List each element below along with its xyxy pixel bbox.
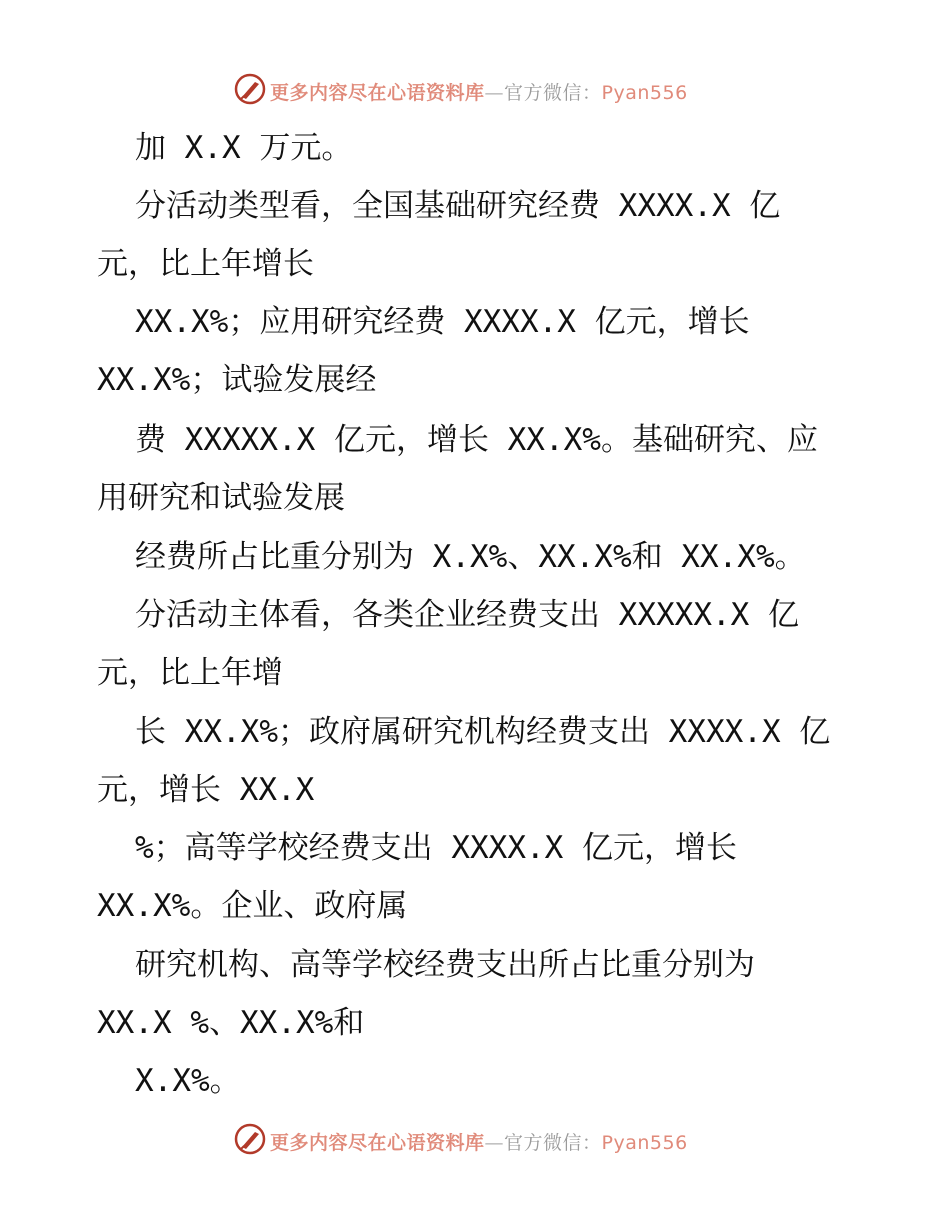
text-line: XX.X%。企业、政府属 [97, 888, 408, 924]
banner-wechat-label: 官方微信： [504, 1132, 602, 1154]
banner-title: 更多内容尽在心语资料库 [270, 1132, 485, 1154]
text-line: XX.X %、XX.X%和 [97, 1005, 365, 1041]
header-banner [0, 70, 950, 110]
quill-logo-icon [233, 72, 267, 106]
text-line: 分活动类型看，全国基础研究经费 XXXX.X 亿 [135, 188, 781, 224]
footer-banner [0, 1120, 950, 1160]
text-line: 经费所占比重分别为 X.X%、XX.X%和 XX.X%。 [135, 539, 806, 575]
text-line: X.X%。 [135, 1063, 241, 1099]
text-line: XX.X%；试验发展经 [97, 362, 377, 398]
text-line: %；高等学校经费支出 XXXX.X 亿元，增长 [135, 830, 737, 866]
text-line: 研究机构、高等学校经费支出所占比重分别为 [135, 947, 755, 983]
text-line: 元，增长 XX.X [97, 772, 315, 808]
text-line: XX.X%；应用研究经费 XXXX.X 亿元，增长 [135, 304, 750, 340]
banner-dash: — [484, 1132, 505, 1154]
banner-text [270, 1128, 688, 1155]
banner-wechat-id: Pyan556 [601, 1132, 688, 1154]
text-line: 元，比上年增 [97, 655, 283, 691]
banner-text [270, 78, 688, 105]
banner-dash: — [484, 82, 505, 104]
text-line: 元，比上年增长 [97, 246, 314, 282]
text-line: 用研究和试验发展 [97, 480, 345, 516]
text-line: 费 XXXXX.X 亿元，增长 XX.X%。基础研究、应 [135, 422, 818, 458]
text-line: 分活动主体看，各类企业经费支出 XXXXX.X 亿 [135, 597, 799, 633]
quill-logo-icon [233, 1122, 267, 1156]
banner-wechat-label: 官方微信： [504, 82, 602, 104]
text-line: 长 XX.X%；政府属研究机构经费支出 XXXX.X 亿 [135, 714, 831, 750]
banner-title: 更多内容尽在心语资料库 [270, 82, 485, 104]
banner-wechat-id: Pyan556 [601, 82, 688, 104]
text-line: 加 X.X 万元。 [135, 130, 353, 166]
